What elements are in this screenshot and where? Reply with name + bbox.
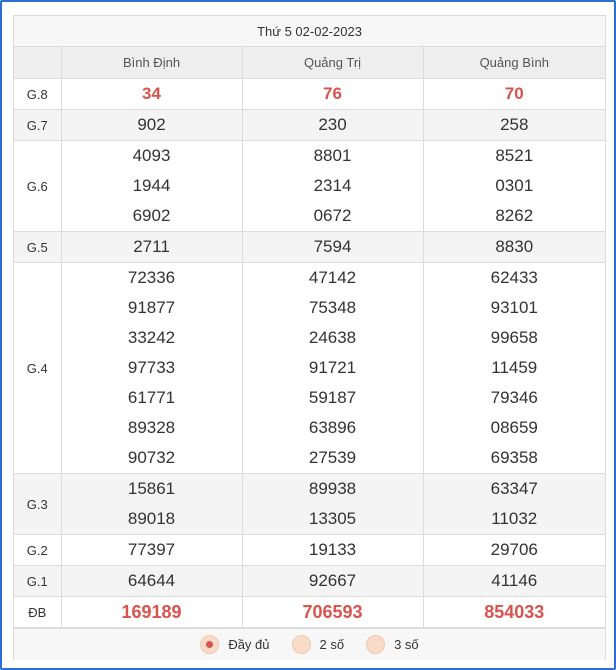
result-number: 29706 <box>490 540 538 559</box>
result-cell <box>423 474 605 535</box>
result-number: 27539 <box>308 448 357 467</box>
result-number: 6902 <box>132 206 171 225</box>
result-number: 11032 <box>491 509 538 528</box>
result-cell <box>61 597 242 628</box>
result-number: 902 <box>137 115 166 134</box>
result-number: 0301 <box>495 176 534 195</box>
result-cell <box>61 141 242 232</box>
radio-2-digits[interactable] <box>292 635 311 654</box>
result-number: 61771 <box>127 388 176 407</box>
prize-row <box>14 79 605 110</box>
result-number: 69358 <box>490 448 538 467</box>
lottery-results-table <box>14 16 605 628</box>
result-number: 230 <box>318 115 347 134</box>
result-cell <box>423 79 605 110</box>
result-number: 90732 <box>127 448 176 467</box>
result-number: 8801 <box>313 146 352 165</box>
result-number: 34 <box>142 84 161 103</box>
result-cell <box>242 79 423 110</box>
results-card <box>13 15 606 660</box>
result-number: 24638 <box>308 328 357 347</box>
option-2-digits-label: 2 số <box>319 637 345 652</box>
prize-column-header <box>14 47 61 79</box>
result-number: 70 <box>504 84 524 103</box>
result-number: 99658 <box>490 328 538 347</box>
option-full[interactable] <box>200 635 269 654</box>
prize-label: G.1 <box>14 566 61 597</box>
result-cell <box>61 79 242 110</box>
result-number: 62433 <box>490 268 538 287</box>
result-cell <box>423 110 605 141</box>
result-cell <box>242 566 423 597</box>
prize-label: G.3 <box>14 474 61 535</box>
result-number: 4093 <box>132 146 171 165</box>
radio-full[interactable] <box>200 635 219 654</box>
result-number: 91721 <box>308 358 357 377</box>
prize-label: G.4 <box>14 263 61 474</box>
result-cell <box>61 232 242 263</box>
prize-label: G.2 <box>14 535 61 566</box>
result-number: 0672 <box>313 206 352 225</box>
result-cell <box>242 110 423 141</box>
result-number: 258 <box>500 115 529 134</box>
result-number: 75348 <box>308 298 357 317</box>
result-number: 91877 <box>127 298 176 317</box>
option-2-digits[interactable] <box>292 635 345 654</box>
result-number: 33242 <box>127 328 176 347</box>
result-number: 15861 <box>127 479 176 498</box>
result-number: 89328 <box>127 418 176 437</box>
radio-3-digits[interactable] <box>366 635 385 654</box>
result-number: 7594 <box>313 237 352 256</box>
result-number: 72336 <box>127 268 176 287</box>
result-cell <box>423 232 605 263</box>
result-cell <box>242 474 423 535</box>
province-header-quang-binh: Quảng Bình <box>423 47 605 79</box>
result-number: 64644 <box>127 571 176 590</box>
result-number: 2711 <box>133 237 170 256</box>
result-cell <box>423 535 605 566</box>
result-number: 1944 <box>132 176 171 195</box>
result-cell <box>423 263 605 474</box>
prize-label: G.8 <box>14 79 61 110</box>
result-number: 13305 <box>308 509 357 528</box>
result-cell <box>242 232 423 263</box>
prize-label: ĐB <box>14 597 61 628</box>
result-number: 8262 <box>495 206 534 225</box>
prize-row <box>14 141 605 232</box>
result-number: 89938 <box>308 479 357 498</box>
prize-row <box>14 597 605 628</box>
result-cell <box>242 263 423 474</box>
result-number: 08659 <box>490 418 538 437</box>
result-cell <box>61 566 242 597</box>
result-number: 63896 <box>308 418 357 437</box>
result-number: 8521 <box>495 146 534 165</box>
option-full-label: Đầy đủ <box>228 637 270 652</box>
prize-row <box>14 232 605 263</box>
result-cell <box>423 597 605 628</box>
result-number: 854033 <box>484 602 545 622</box>
result-number: 19133 <box>308 540 357 559</box>
option-3-digits[interactable] <box>366 635 419 654</box>
prize-row <box>14 110 605 141</box>
display-mode-bar <box>14 628 605 660</box>
result-cell <box>423 141 605 232</box>
result-number: 47142 <box>308 268 357 287</box>
prize-label: G.6 <box>14 141 61 232</box>
result-number: 92667 <box>308 571 357 590</box>
result-number: 63347 <box>490 479 538 498</box>
result-cell <box>61 110 242 141</box>
result-number: 97733 <box>127 358 176 377</box>
prize-row <box>14 566 605 597</box>
result-number: 11459 <box>491 358 538 377</box>
prize-row <box>14 263 605 474</box>
result-cell <box>242 535 423 566</box>
result-cell <box>423 566 605 597</box>
result-cell <box>242 141 423 232</box>
option-3-digits-label: 3 số <box>394 637 419 652</box>
result-number: 89018 <box>127 509 176 528</box>
result-number: 41146 <box>491 571 538 590</box>
result-number: 8830 <box>495 237 534 256</box>
result-number: 77397 <box>127 540 176 559</box>
result-number: 169189 <box>121 602 182 622</box>
result-number: 706593 <box>302 602 363 622</box>
province-header-binh-dinh: Bình Định <box>61 47 242 79</box>
prize-label: G.7 <box>14 110 61 141</box>
province-header-quang-tri: Quảng Trị <box>242 47 423 79</box>
result-number: 2314 <box>313 176 352 195</box>
result-cell <box>242 597 423 628</box>
result-number: 79346 <box>490 388 538 407</box>
prize-row <box>14 474 605 535</box>
result-cell <box>61 474 242 535</box>
draw-date-title: Thứ 5 02-02-2023 <box>14 16 605 47</box>
result-number: 76 <box>323 84 342 103</box>
result-cell <box>61 535 242 566</box>
result-number: 93101 <box>490 298 538 317</box>
prize-label: G.5 <box>14 232 61 263</box>
result-number: 59187 <box>308 388 357 407</box>
prize-row <box>14 535 605 566</box>
result-cell <box>61 263 242 474</box>
